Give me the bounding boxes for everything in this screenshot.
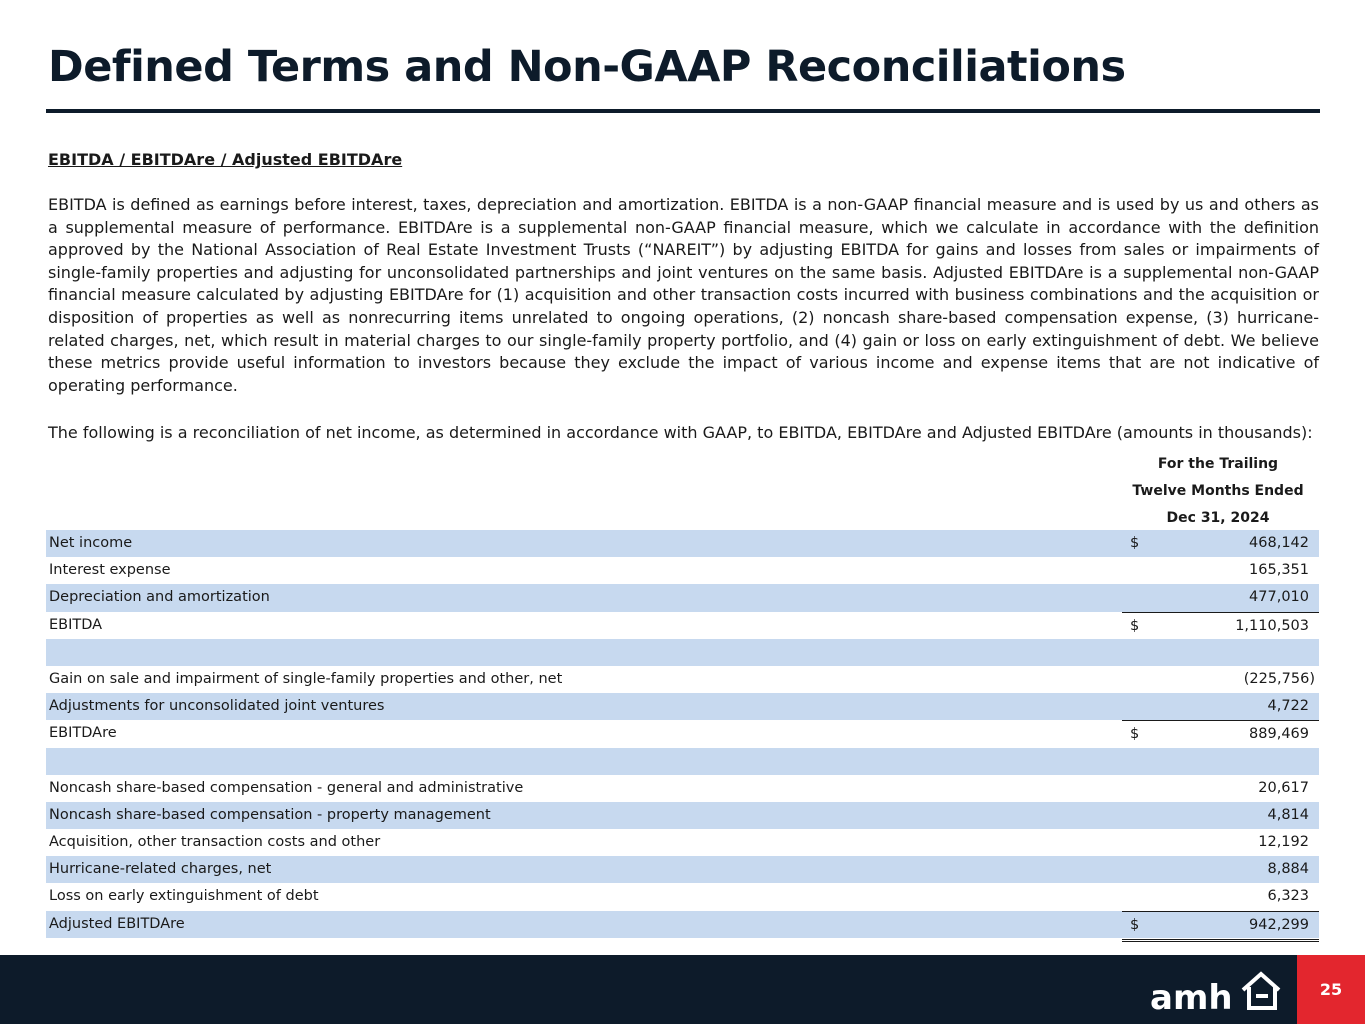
row-amount: 477,010 [1249,589,1309,606]
row-label: EBITDAre [49,725,117,742]
table-row-ebitda [46,612,1319,639]
row-amount: 889,469 [1249,726,1309,743]
column-header-line1: For the Trailing [1157,456,1279,472]
dollar-sign: $ [1130,617,1140,634]
row-label: Noncash share-based compensation - property management [49,806,491,823]
table-row-depreciation [46,584,1319,611]
house-icon [1243,974,1279,1008]
section-heading: EBITDA / EBITDAre / Adjusted EBITDAre [48,150,403,169]
table-row-hurricane [46,856,1319,883]
row-amount: 468,142 [1249,535,1309,551]
table-row-acquisition-costs [46,829,1319,856]
title-divider [46,109,1320,113]
column-header-line3: Dec 31, 2024 [1118,505,1318,533]
row-amount: 4,722 [1267,698,1309,715]
table-row-adjusted-ebitdare [46,911,1319,938]
row-amount: 20,617 [1258,779,1309,796]
row-amount: 4,814 [1267,806,1309,823]
table-row-noncash-pm [46,802,1319,829]
row-amount: 1,110,503 [1235,617,1309,634]
dollar-sign: $ [1130,726,1140,743]
table-row-interest-expense [46,557,1319,584]
page-number: 25 [1297,955,1365,1024]
table-row-spacer [46,639,1319,666]
dollar-sign: $ [1130,535,1140,551]
table-row-gain-on-sale [46,666,1319,693]
row-amount: 6,323 [1267,888,1309,905]
column-header-line2: Twelve Months Ended [1132,483,1304,499]
row-label: Acquisition, other transaction costs and other [49,834,381,851]
reconciliation-intro-paragraph: The following is a reconciliation of net income, as determined in accordance with GAAP, to EBITDA, EBITDAre and Adjusted EBITDAre (amounts in thousands): [48,423,1313,442]
amh-logo [1148,966,1288,1016]
row-label: Depreciation and amortization [49,589,270,606]
page-title: Defined Terms and Non-GAAP Reconciliations [48,42,1126,92]
row-label: EBITDA [49,616,103,633]
row-amount: (225,756) [1243,670,1315,687]
table-row-noncash-ga [46,775,1319,802]
row-amount: 165,351 [1249,562,1309,579]
table-row-debt-extinguishment [46,883,1319,910]
row-label: Interest expense [49,562,171,579]
row-label: Adjusted EBITDAre [49,915,185,932]
row-amount: 12,192 [1258,834,1309,851]
row-label: Gain on sale and impairment of single-family properties and other, net [49,670,563,687]
row-label: Hurricane-related charges, net [49,861,272,878]
reconciliation-table [46,530,1319,938]
dollar-sign: $ [1130,916,1140,933]
table-row-ebitdare [46,720,1319,747]
row-label: Noncash share-based compensation - general and administrative [49,779,524,796]
table-row-net-income [46,530,1319,557]
row-label: Adjustments for unconsolidated joint ventures [49,698,385,715]
row-amount: 8,884 [1267,861,1309,878]
table-row-jv-adjustments [46,693,1319,720]
logo-wordmark: amh [1150,978,1233,1016]
table-row-spacer [46,748,1319,775]
row-label: Net income [49,535,133,551]
row-label: Loss on early extinguishment of debt [49,888,319,905]
definition-paragraph: EBITDA is defined as earnings before interest, taxes, depreciation and amortization. EBITDA is a non-GAAP financial measure and is used by us and others as a supplemental measure of performance. EBITDAre is a supplemental non-GAAP financial measure, which we calculate in accordance with the definition approved by the National Association of Real Estate Investment Trusts (“NAREIT”) by adjusting EBITDA for gains and losses from sales or impairments of single-family properties and adjusting for unconsolidated partnerships and joint ventures on the same basis. Adjusted EBITDAre is a supplemental non-GAAP financial measure calculated by adjusting EBITDAre for (1) acquisition and other transaction costs incurred with business combinations and the acquisition or disposition of properties as well as nonrecurring items unrelated to ongoing operations, (2) noncash share-based compensation expense, (3) hurricane-related charges, net, which result in material charges to our single-family property portfolio, and (4) gain or loss on early extinguishment of debt. We believe these metrics provide useful information to investors because they exclude the impact of various income and expense items that are not indicative of operating performance. [48,195,1319,395]
row-amount: 942,299 [1249,916,1309,933]
